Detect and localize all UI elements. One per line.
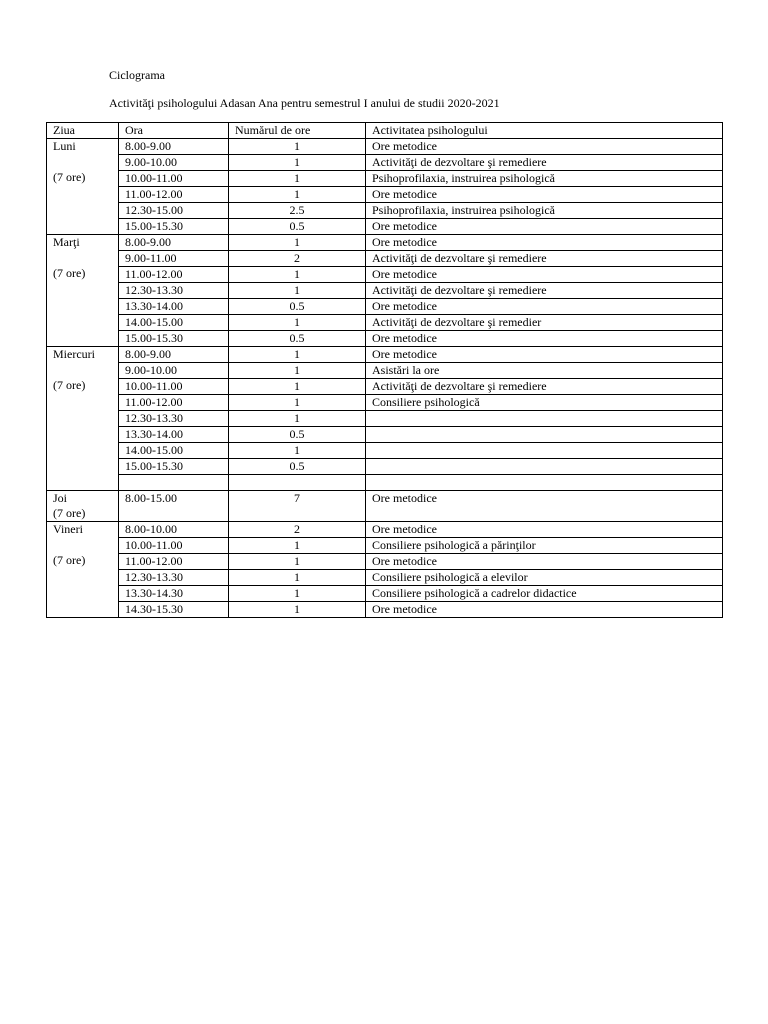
table-row bbox=[47, 570, 723, 586]
activity-cell: Activităţi de dezvoltare şi remediere bbox=[366, 379, 723, 395]
hours-cell bbox=[229, 475, 366, 491]
day-total-hours: (7 ore) bbox=[53, 553, 86, 567]
activity-cell: Ore metodice bbox=[366, 299, 723, 315]
time-cell: 14.00-15.00 bbox=[119, 315, 229, 331]
table-row bbox=[47, 363, 723, 379]
time-cell: 11.00-12.00 bbox=[119, 267, 229, 283]
day-total-hours: (7 ore) bbox=[53, 378, 86, 392]
table-row bbox=[47, 171, 723, 187]
activity-cell: Ore metodice bbox=[366, 235, 723, 251]
activity-cell: Consiliere psihologică a cadrelor didactice bbox=[366, 586, 723, 602]
table-row bbox=[47, 315, 723, 331]
header-day: Ziua bbox=[47, 123, 119, 139]
activity-cell: Asistări la ore bbox=[366, 363, 723, 379]
table-row bbox=[47, 491, 723, 522]
table-row bbox=[47, 586, 723, 602]
table-row bbox=[47, 475, 723, 491]
activity-cell: Ore metodice bbox=[366, 139, 723, 155]
activity-cell: Psihoprofilaxia, instruirea psihologică bbox=[366, 171, 723, 187]
hours-cell: 1 bbox=[229, 586, 366, 602]
activity-cell bbox=[366, 427, 723, 443]
time-cell: 8.00-15.00 bbox=[119, 491, 229, 522]
time-cell: 11.00-12.00 bbox=[119, 395, 229, 411]
time-cell: 9.00-10.00 bbox=[119, 363, 229, 379]
table-row bbox=[47, 331, 723, 347]
hours-cell: 1 bbox=[229, 602, 366, 618]
activity-cell bbox=[366, 411, 723, 427]
hours-cell: 0.5 bbox=[229, 219, 366, 235]
time-cell bbox=[119, 475, 229, 491]
table-row bbox=[47, 395, 723, 411]
activity-cell: Psihoprofilaxia, instruirea psihologică bbox=[366, 203, 723, 219]
day-total-hours: (7 ore) bbox=[53, 506, 86, 520]
header-activity: Activitatea psihologului bbox=[366, 123, 723, 139]
activity-cell bbox=[366, 459, 723, 475]
time-cell: 11.00-12.00 bbox=[119, 187, 229, 203]
hours-cell: 2 bbox=[229, 522, 366, 538]
table-row bbox=[47, 139, 723, 155]
hours-cell: 1 bbox=[229, 363, 366, 379]
schedule-table bbox=[46, 122, 723, 618]
hours-cell: 1 bbox=[229, 283, 366, 299]
table-row bbox=[47, 235, 723, 251]
table-row bbox=[47, 379, 723, 395]
table-row bbox=[47, 219, 723, 235]
hours-cell: 1 bbox=[229, 139, 366, 155]
activity-cell: Activităţi de dezvoltare şi remediere bbox=[366, 283, 723, 299]
hours-cell: 1 bbox=[229, 315, 366, 331]
day-name: Marţi bbox=[53, 235, 80, 249]
hours-cell: 1 bbox=[229, 538, 366, 554]
time-cell: 10.00-11.00 bbox=[119, 538, 229, 554]
table-row bbox=[47, 283, 723, 299]
activity-cell bbox=[366, 475, 723, 491]
activity-cell: Ore metodice bbox=[366, 554, 723, 570]
time-cell: 14.00-15.00 bbox=[119, 443, 229, 459]
day-total-hours: (7 ore) bbox=[53, 170, 86, 184]
table-row bbox=[47, 427, 723, 443]
day-name: Joi bbox=[53, 491, 68, 505]
hours-cell: 1 bbox=[229, 395, 366, 411]
time-cell: 8.00-10.00 bbox=[119, 522, 229, 538]
day-name: Luni bbox=[53, 139, 76, 153]
document-subtitle: Activităţi psihologului Adasan Ana pentru semestrul I anului de studii 2020-2021 bbox=[109, 96, 500, 110]
activity-cell bbox=[366, 443, 723, 459]
day-cell bbox=[47, 139, 119, 235]
time-cell: 9.00-10.00 bbox=[119, 155, 229, 171]
hours-cell: 1 bbox=[229, 267, 366, 283]
activity-cell: Ore metodice bbox=[366, 491, 723, 522]
time-cell: 10.00-11.00 bbox=[119, 379, 229, 395]
activity-cell: Ore metodice bbox=[366, 219, 723, 235]
time-cell: 15.00-15.30 bbox=[119, 219, 229, 235]
hours-cell: 1 bbox=[229, 155, 366, 171]
day-cell bbox=[47, 522, 119, 618]
activity-cell: Activităţi de dezvoltare şi remediere bbox=[366, 155, 723, 171]
table-row bbox=[47, 155, 723, 171]
activity-cell: Ore metodice bbox=[366, 347, 723, 363]
time-cell: 10.00-11.00 bbox=[119, 171, 229, 187]
time-cell: 13.30-14.00 bbox=[119, 427, 229, 443]
hours-cell: 1 bbox=[229, 187, 366, 203]
day-cell bbox=[47, 491, 119, 522]
activity-cell: Consiliere psihologică bbox=[366, 395, 723, 411]
table-row bbox=[47, 538, 723, 554]
table-row bbox=[47, 299, 723, 315]
time-cell: 12.30-13.30 bbox=[119, 283, 229, 299]
header-row bbox=[47, 123, 723, 139]
table-row bbox=[47, 554, 723, 570]
time-cell: 15.00-15.30 bbox=[119, 459, 229, 475]
activity-cell: Ore metodice bbox=[366, 187, 723, 203]
hours-cell: 1 bbox=[229, 411, 366, 427]
time-cell: 13.30-14.00 bbox=[119, 299, 229, 315]
hours-cell: 1 bbox=[229, 379, 366, 395]
day-cell bbox=[47, 235, 119, 347]
time-cell: 8.00-9.00 bbox=[119, 235, 229, 251]
activity-cell: Activităţi de dezvoltare şi remediere bbox=[366, 251, 723, 267]
table-row bbox=[47, 267, 723, 283]
hours-cell: 1 bbox=[229, 554, 366, 570]
activity-cell: Ore metodice bbox=[366, 331, 723, 347]
table-row bbox=[47, 443, 723, 459]
day-name: Miercuri bbox=[53, 347, 95, 361]
day-name: Vineri bbox=[53, 522, 83, 536]
time-cell: 12.30-15.00 bbox=[119, 203, 229, 219]
activity-cell: Ore metodice bbox=[366, 267, 723, 283]
activity-cell: Consiliere psihologică a părinţilor bbox=[366, 538, 723, 554]
time-cell: 12.30-13.30 bbox=[119, 411, 229, 427]
time-cell: 8.00-9.00 bbox=[119, 139, 229, 155]
hours-cell: 0.5 bbox=[229, 331, 366, 347]
table-row bbox=[47, 347, 723, 363]
activity-cell: Consiliere psihologică a elevilor bbox=[366, 570, 723, 586]
hours-cell: 2.5 bbox=[229, 203, 366, 219]
table-row bbox=[47, 459, 723, 475]
day-cell bbox=[47, 347, 119, 491]
table-row bbox=[47, 411, 723, 427]
hours-cell: 0.5 bbox=[229, 459, 366, 475]
activity-cell: Activităţi de dezvoltare şi remedier bbox=[366, 315, 723, 331]
time-cell: 9.00-11.00 bbox=[119, 251, 229, 267]
hours-cell: 1 bbox=[229, 235, 366, 251]
header-time: Ora bbox=[119, 123, 229, 139]
hours-cell: 1 bbox=[229, 171, 366, 187]
day-total-hours: (7 ore) bbox=[53, 266, 86, 280]
time-cell: 12.30-13.30 bbox=[119, 570, 229, 586]
header-hours: Numărul de ore bbox=[229, 123, 366, 139]
table-row bbox=[47, 602, 723, 618]
table-row bbox=[47, 203, 723, 219]
hours-cell: 0.5 bbox=[229, 299, 366, 315]
hours-cell: 1 bbox=[229, 347, 366, 363]
table-row bbox=[47, 251, 723, 267]
activity-cell: Ore metodice bbox=[366, 602, 723, 618]
document-title: Ciclograma bbox=[109, 68, 165, 82]
hours-cell: 2 bbox=[229, 251, 366, 267]
hours-cell: 1 bbox=[229, 443, 366, 459]
time-cell: 14.30-15.30 bbox=[119, 602, 229, 618]
time-cell: 15.00-15.30 bbox=[119, 331, 229, 347]
hours-cell: 0.5 bbox=[229, 427, 366, 443]
table-row bbox=[47, 522, 723, 538]
activity-cell: Ore metodice bbox=[366, 522, 723, 538]
table-row bbox=[47, 187, 723, 203]
time-cell: 8.00-9.00 bbox=[119, 347, 229, 363]
time-cell: 11.00-12.00 bbox=[119, 554, 229, 570]
hours-cell: 7 bbox=[229, 491, 366, 522]
time-cell: 13.30-14.30 bbox=[119, 586, 229, 602]
schedule-body bbox=[47, 123, 723, 618]
hours-cell: 1 bbox=[229, 570, 366, 586]
